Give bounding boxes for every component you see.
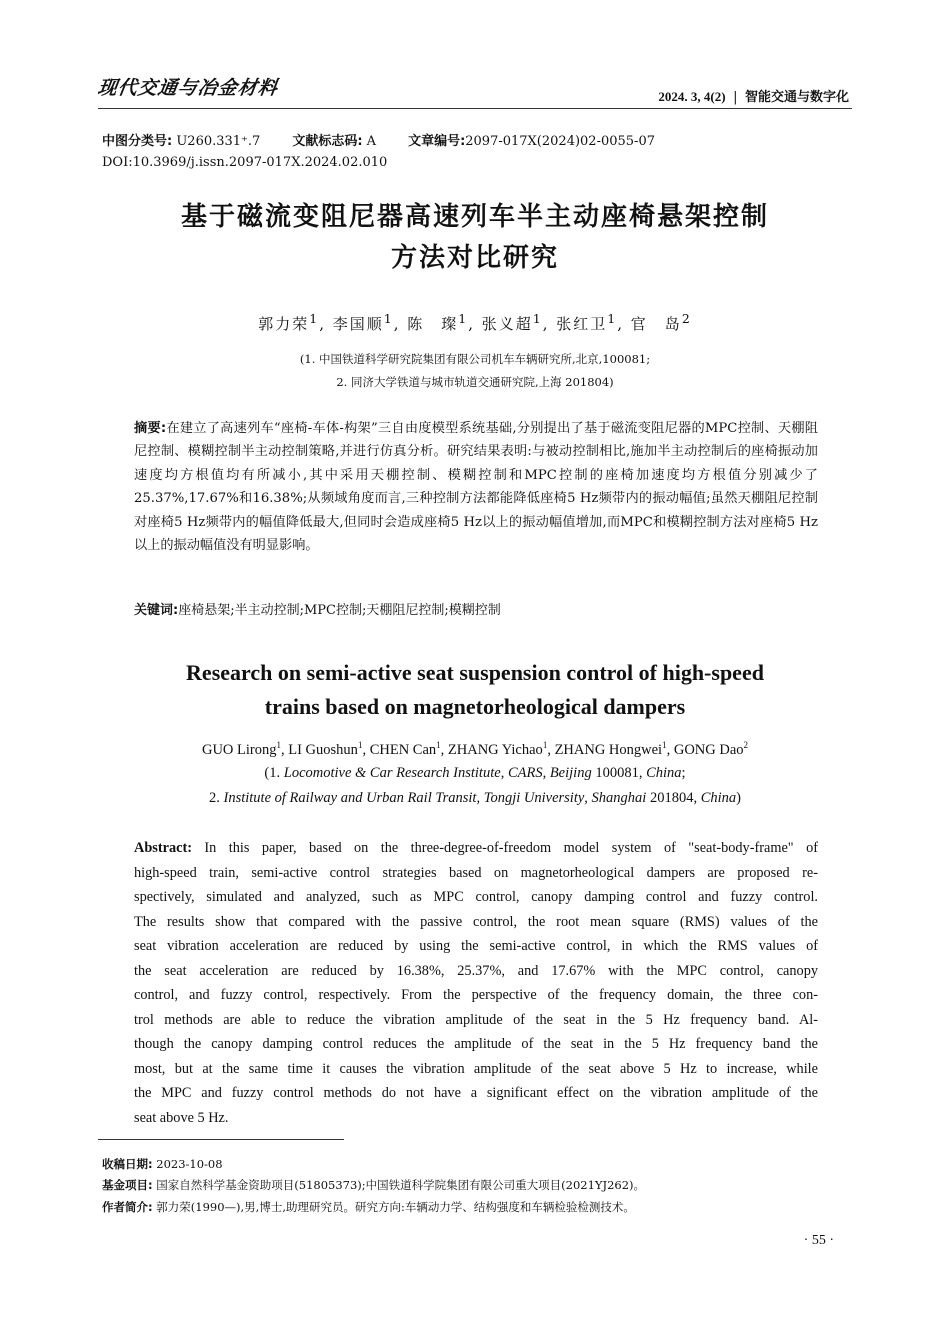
en-abstract-line: high-speed train, semi-active control strategies based on magnetorheological dampers are proposed re- (134, 864, 818, 881)
en-affiliation-2: 2. Institute of Railway and Urban Rail Transit, Tongji University, Shanghai 201804, China) (209, 790, 741, 806)
cn-author: 张义超 (481, 315, 533, 333)
en-abstract-line: the seat acceleration are reduced by 16.38%, 25.37%, and 17.67% with the MPC control, canopy (134, 962, 818, 979)
en-author: ZHANG Yichao (447, 741, 543, 758)
doc-code-value: A (362, 134, 377, 149)
issue-number: 2024. 3, 4(2) (658, 89, 726, 104)
running-header (658, 86, 849, 105)
en-author-list: GUO Lirong$^1$, LI Guoshun$^1$, CHEN Can$^1$, ZHANG Yichao$^1$, ZHANG Hongwei$^1$, GONG Dao$^2$ (201, 740, 749, 758)
en-abstract-line: though the canopy damping control reduces the amplitude of the seat in the 5 Hz frequency band the (134, 1036, 818, 1052)
en-abstract-line: Abstract: In this paper, based on the three-degree-of-freedom model system of "seat-body-frame" of (134, 840, 818, 856)
en-author: CHEN Can (369, 741, 437, 758)
journal-logo: 现代交通与冶金材料 (96, 77, 280, 99)
footnote-received: 收稿日期: 2023-10-08 (102, 1157, 223, 1171)
en-title-line-1: Research on semi-active seat suspension control of high-speed (186, 660, 764, 685)
en-title-line-2: trains based on magnetorheological dampers (264, 694, 686, 719)
footnote-rule (98, 1139, 344, 1140)
cn-author: 官 岛 (630, 315, 682, 333)
cn-abstract-label: 摘要: (134, 421, 167, 436)
en-abstract (134, 836, 818, 1130)
cn-author: 张红卫 (556, 315, 608, 333)
classification-line (102, 130, 655, 149)
cn-author: 陈 璨 (407, 315, 459, 333)
en-abstract-line: the MPC and fuzzy control methods do not have a significant effect on the vibration amplitude of the (134, 1085, 818, 1101)
cn-keywords-text: 座椅悬架;半主动控制;MPC控制;天棚阻尼控制;模糊控制 (178, 603, 501, 618)
cn-affiliation-2: 2. 同济大学铁道与城市轨道交通研究院,上海 201804) (336, 375, 614, 389)
cn-title-line-2: 方法对比研究 (390, 243, 559, 273)
en-author: GONG Dao (673, 741, 744, 758)
cn-keywords-label: 关键词: (134, 603, 179, 618)
cn-author: 郭力荣 (258, 315, 310, 333)
footnote-fund: 基金项目: 国家自然科学基金资助项目(51805373);中国铁道科学院集团有限公司重大项目(2021YJ262)。 (102, 1178, 646, 1192)
cn-keywords (134, 599, 501, 618)
cn-author-list: 郭力荣$^1$, 李国顺$^1$, 陈 璨$^1$, 张义超$^1$, 张红卫$^1$, 官 岛$^2$ (258, 311, 692, 333)
en-author: ZHANG Hongwei (554, 741, 663, 758)
en-abstract-line: trol methods are able to reduce the vibration amplitude of the seat in the 5 Hz frequency band. Al- (134, 1011, 818, 1028)
section-name: 智能交通与数字化 (744, 90, 849, 105)
en-author: GUO Lirong (201, 741, 277, 758)
en-author: LI Guoshun (288, 741, 358, 758)
en-abstract-line: seat vibration acceleration are reduced by using the semi-active control, in which the RMS values of (134, 938, 818, 954)
article-no-value: 2097-017X(2024)02-0055-07 (465, 134, 655, 149)
doi: DOI:10.3969/j.issn.2097-017X.2024.02.010 (102, 155, 388, 170)
en-abstract-line: control, and fuzzy control, respectively. From the perspective of the frequency domain, the three con- (134, 987, 818, 1003)
cn-author: 李国顺 (332, 315, 384, 333)
en-abstract-line: seat above 5 Hz. (134, 1109, 229, 1126)
article-no-label: 文章编号: (408, 134, 466, 149)
page-number: · 55 · (803, 1233, 834, 1248)
en-abstract-line: The results show that compared with the passive control, the root mean square (RMS) values of the (134, 913, 818, 930)
doc-code-label: 文献标志码: (292, 134, 363, 149)
footnote-author-bio: 作者简介: 郭力荣(1990—),男,博士,助理研究员。研究方向:车辆动力学、结构强度和车辆检验检测技术。 (102, 1200, 635, 1214)
en-abstract-label: Abstract: (134, 840, 192, 856)
header-rule (98, 108, 852, 109)
cn-abstract (134, 417, 818, 557)
header-separator: | (733, 90, 738, 105)
en-abstract-line: most, but at the same time it causes the vibration amplitude of the seat above 5 Hz to increase, while (134, 1060, 818, 1077)
clc-value: U260.331⁺.7 (172, 134, 261, 149)
en-affiliation-1: (1. Locomotive & Car Research Institute, CARS, Beijing 100081, China; (264, 765, 686, 781)
cn-affiliation-1: (1. 中国铁道科学研究院集团有限公司机车车辆研究所,北京,100081; (299, 352, 651, 366)
en-abstract-line: spectively, simulated and analyzed, such as MPC control, canopy damping control and fuzzy control. (134, 889, 818, 905)
clc-label: 中图分类号: (102, 134, 173, 149)
cn-title-line-1: 基于磁流变阻尼器高速列车半主动座椅悬架控制 (180, 202, 769, 232)
cn-abstract-text: 在建立了高速列车“座椅-车体-构架”三自由度模型系统基础,分别提出了基于磁流变阻尼器的MPC控制、天棚阻尼控制、模糊控制半主动控制策略,并进行仿真分析。研究结果表明:与被动控制相比,施加半主动控制后的座椅振动加速度均方根值均有所减小,其中采用天棚控制、模糊控制和MPC控制的座椅加速度均方根值分别减少了25.37%,17.67%和16.38%;从频域角度而言,三种控制方法都能降低座椅5 Hz频带内的振动幅值;虽然天棚阻尼控制对座椅5 Hz频带内的幅值降低最大,但同时会造成座椅5 Hz以上的振动幅值增加,而MPC和模糊控制方法对座椅5 Hz以上的振动幅值没有明显影响。 (134, 421, 818, 554)
